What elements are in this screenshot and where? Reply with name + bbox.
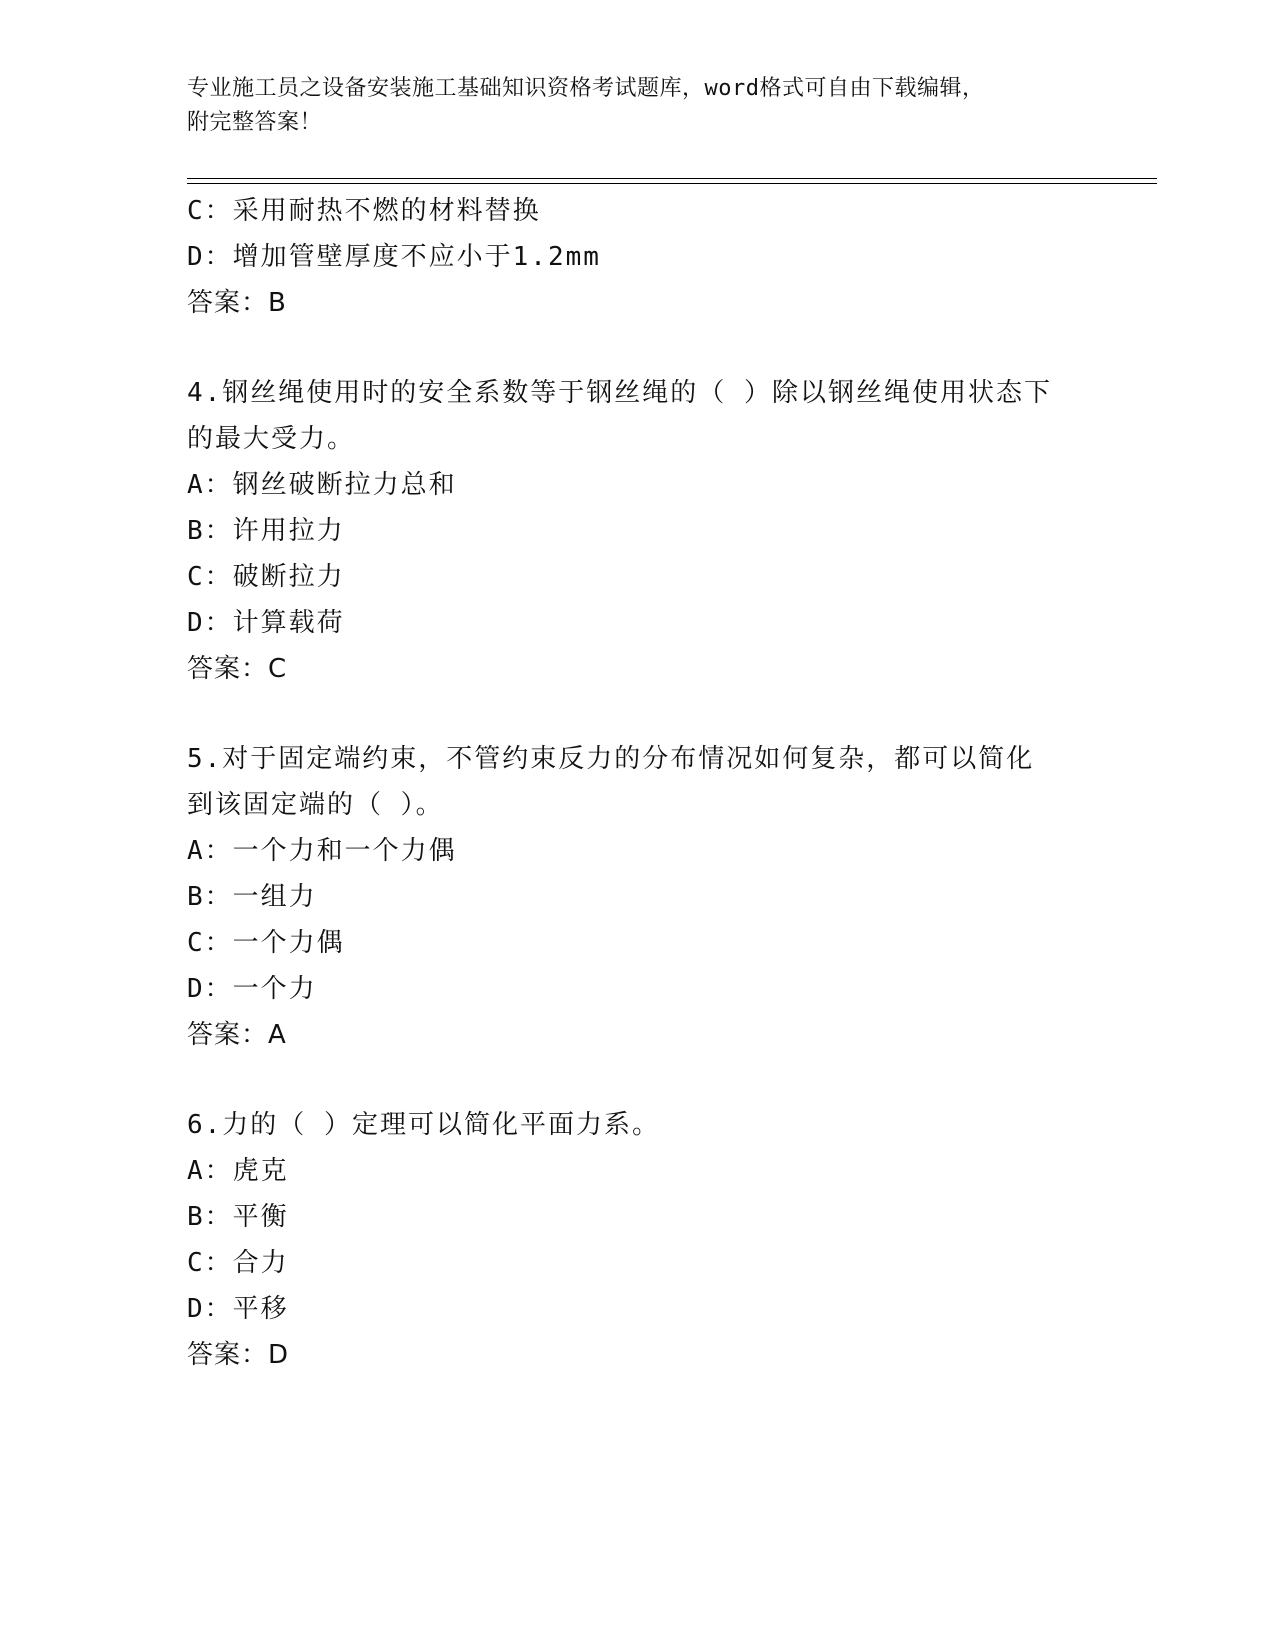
continued-question bbox=[187, 188, 1087, 326]
option-d: D：一个力 bbox=[187, 974, 317, 1004]
option-b: B：许用拉力 bbox=[187, 516, 345, 546]
header-line-2: 附完整答案！ bbox=[187, 110, 323, 135]
question-stem-line: 的最大受力。 bbox=[187, 424, 356, 454]
spacer bbox=[187, 1058, 1087, 1102]
answer-line: 答案：D bbox=[187, 1340, 290, 1370]
option-d: D：增加管壁厚度不应小于1.2mm bbox=[187, 242, 601, 272]
option-a: A：钢丝破断拉力总和 bbox=[187, 470, 457, 500]
answer-line: 答案：A bbox=[187, 1020, 287, 1050]
question-stem-line: 5.对于固定端约束，不管约束反力的分布情况如何复杂，都可以简化 bbox=[187, 744, 1035, 774]
option-b: B：一组力 bbox=[187, 882, 317, 912]
document-header bbox=[187, 72, 1067, 140]
spacer bbox=[187, 326, 1087, 370]
question-4 bbox=[187, 370, 1087, 692]
question-stem-line: 4.钢丝绳使用时的安全系数等于钢丝绳的（ ）除以钢丝绳使用状态下 bbox=[187, 378, 1052, 408]
header-line-1: 专业施工员之设备安装施工基础知识资格考试题库，word格式可自由下载编辑， bbox=[187, 76, 985, 101]
answer-line: 答案：C bbox=[187, 654, 288, 684]
option-c: C：破断拉力 bbox=[187, 562, 345, 592]
option-a: A：虎克 bbox=[187, 1156, 289, 1186]
option-d: D：平移 bbox=[187, 1294, 289, 1324]
header-divider-bottom bbox=[187, 183, 1157, 184]
spacer bbox=[187, 692, 1087, 736]
option-c: C：采用耐热不燃的材料替换 bbox=[187, 196, 541, 226]
question-6 bbox=[187, 1102, 1087, 1378]
option-a: A：一个力和一个力偶 bbox=[187, 836, 457, 866]
header-divider-top bbox=[187, 178, 1157, 179]
option-c: C：一个力偶 bbox=[187, 928, 345, 958]
option-d: D：计算载荷 bbox=[187, 608, 345, 638]
question-content bbox=[187, 188, 1087, 1378]
question-stem-line: 6.力的（ ）定理可以简化平面力系。 bbox=[187, 1110, 660, 1140]
question-5 bbox=[187, 736, 1087, 1058]
answer-line: 答案：B bbox=[187, 288, 287, 318]
option-c: C：合力 bbox=[187, 1248, 289, 1278]
option-b: B：平衡 bbox=[187, 1202, 289, 1232]
question-stem-line: 到该固定端的（ ）。 bbox=[187, 790, 444, 820]
